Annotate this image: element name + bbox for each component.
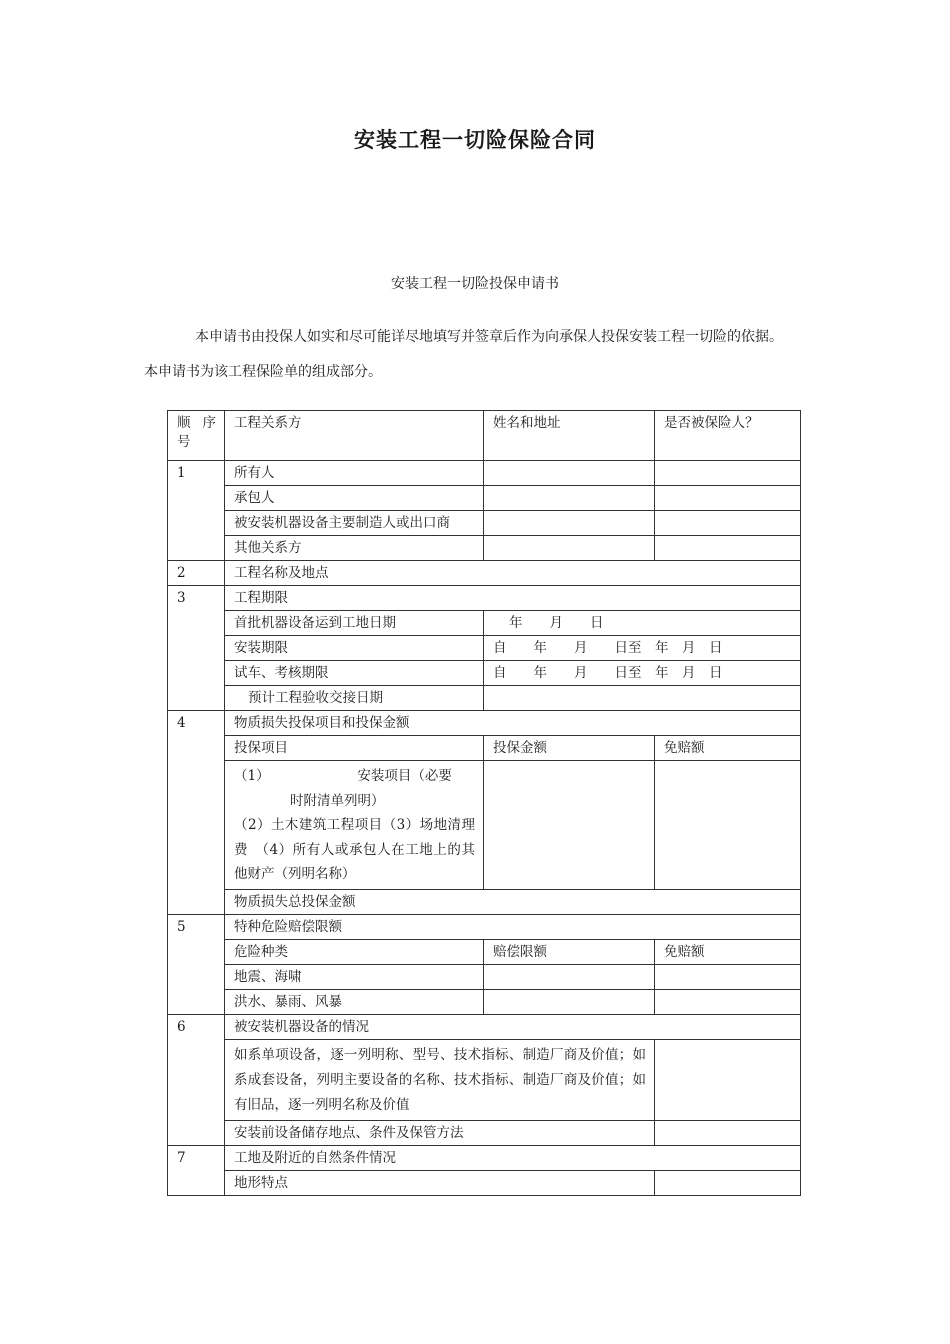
- equipment-description-field[interactable]: [655, 1039, 801, 1120]
- terrain-features-label: 地形特点: [225, 1170, 655, 1195]
- earthquake-limit-field[interactable]: [484, 964, 655, 989]
- table-row: [168, 1039, 801, 1120]
- insured-amount-field[interactable]: [484, 761, 655, 890]
- risk-flood-label: 洪水、暴雨、风暴: [225, 989, 484, 1014]
- header-insured: 是否被保险人？: [655, 411, 801, 461]
- total-insured-amount-label: 物质损失总投保金额: [225, 889, 801, 914]
- earthquake-deductible-field[interactable]: [655, 964, 801, 989]
- risk-deductible-header: 免赔额: [655, 939, 801, 964]
- section-number: 4: [168, 711, 225, 915]
- other-name-address-field[interactable]: [484, 536, 655, 561]
- insured-amount-header: 投保金额: [484, 736, 655, 761]
- section-number: 2: [168, 561, 225, 586]
- storage-conditions-label: 安装前设备储存地点、条件及保管方法: [225, 1120, 655, 1145]
- installation-period-label: 安装期限: [225, 636, 484, 661]
- section-number: 1: [168, 461, 225, 561]
- table-row: [168, 661, 801, 686]
- table-row: [168, 989, 801, 1014]
- table-header-row: [168, 411, 801, 461]
- table-row: [168, 1120, 801, 1145]
- owner-name-address-field[interactable]: [484, 461, 655, 486]
- table-row: [168, 636, 801, 661]
- insured-items-list: [225, 761, 484, 890]
- first-delivery-date-field[interactable]: 年 月 日: [484, 611, 801, 636]
- table-row: [168, 611, 801, 636]
- equipment-description-label: 如系单项设备，逐一列明称、型号、技术指标、制造厂商及价值；如系成套设备，列明主要设备的名称、技术指标、制造厂商及价值；如有旧品，逐一列明名称及价值: [225, 1039, 655, 1120]
- contractor-insured-field[interactable]: [655, 486, 801, 511]
- section-number: 7: [168, 1145, 225, 1195]
- table-row: [168, 1170, 801, 1195]
- equipment-status-label: 被安装机器设备的情况: [225, 1014, 801, 1039]
- table-row: [168, 511, 801, 536]
- deductible-field[interactable]: [655, 761, 801, 890]
- storage-conditions-field[interactable]: [655, 1120, 801, 1145]
- table-row: [168, 939, 801, 964]
- handover-date-label: 预计工程验收交接日期: [225, 686, 484, 711]
- application-form-table: [167, 410, 801, 1196]
- compensation-limit-header: 赔偿限额: [484, 939, 655, 964]
- intro-paragraph-line2: 本申请书为该工程保险单的组成部分。: [144, 364, 382, 380]
- handover-date-field[interactable]: [484, 686, 801, 711]
- site-conditions-label: 工地及附近的自然条件情况: [225, 1145, 801, 1170]
- material-loss-label: 物质损失投保项目和投保金额: [225, 711, 801, 736]
- table-row: [168, 686, 801, 711]
- flood-deductible-field[interactable]: [655, 989, 801, 1014]
- table-row: [168, 461, 801, 486]
- form-subtitle: 安装工程一切险投保申请书: [391, 276, 559, 292]
- terrain-features-field[interactable]: [655, 1170, 801, 1195]
- party-owner-label: 所有人: [225, 461, 484, 486]
- table-row: [168, 536, 801, 561]
- header-seq: 顺 序 号: [168, 411, 225, 461]
- owner-insured-field[interactable]: [655, 461, 801, 486]
- table-row: [168, 561, 801, 586]
- other-insured-field[interactable]: [655, 536, 801, 561]
- table-row: [168, 586, 801, 611]
- manufacturer-insured-field[interactable]: [655, 511, 801, 536]
- insured-items-header: 投保项目: [225, 736, 484, 761]
- section-number: 5: [168, 914, 225, 1014]
- flood-limit-field[interactable]: [484, 989, 655, 1014]
- party-contractor-label: 承包人: [225, 486, 484, 511]
- test-run-period-field[interactable]: 自 年 月 日至 年 月 日: [484, 661, 801, 686]
- party-manufacturer-label: 被安装机器设备主要制造人或出口商: [225, 511, 484, 536]
- manufacturer-name-address-field[interactable]: [484, 511, 655, 536]
- table-row: [168, 761, 801, 890]
- item-installation-line: （1） 安装项目（必要: [234, 768, 452, 784]
- deductible-header: 免赔额: [655, 736, 801, 761]
- table-row: [168, 1014, 801, 1039]
- contractor-name-address-field[interactable]: [484, 486, 655, 511]
- risk-earthquake-label: 地震、海啸: [225, 964, 484, 989]
- intro-paragraph-line1: 本申请书由投保人如实和尽可能详尽地填写并签章后作为向承保人投保安装工程一切险的依据。: [195, 329, 783, 345]
- table-row: [168, 736, 801, 761]
- item-installation-note: 时附清单列明）: [290, 792, 385, 809]
- header-name-address: 姓名和地址: [484, 411, 655, 461]
- project-period-label: 工程期限: [225, 586, 801, 611]
- first-delivery-date-label: 首批机器设备运到工地日期: [225, 611, 484, 636]
- table-row: [168, 914, 801, 939]
- risk-type-header: 危险种类: [225, 939, 484, 964]
- installation-period-field[interactable]: 自 年 月 日至 年 月 日: [484, 636, 801, 661]
- test-run-period-label: 试车、考核期限: [225, 661, 484, 686]
- table-row: [168, 711, 801, 736]
- section-number: 3: [168, 586, 225, 711]
- table-row: [168, 964, 801, 989]
- item-other-items: （2）土木建筑工程项目（3）场地清理费 （4）所有人或承包人在工地上的其他财产（列明名称）: [234, 817, 475, 882]
- party-other-label: 其他关系方: [225, 536, 484, 561]
- document-title: 安装工程一切险保险合同: [354, 127, 596, 152]
- project-name-location-label: 工程名称及地点: [225, 561, 801, 586]
- table-row: [168, 889, 801, 914]
- special-risk-limit-label: 特种危险赔偿限额: [225, 914, 801, 939]
- header-party: 工程关系方: [225, 411, 484, 461]
- section-number: 6: [168, 1014, 225, 1145]
- table-row: [168, 486, 801, 511]
- table-row: [168, 1145, 801, 1170]
